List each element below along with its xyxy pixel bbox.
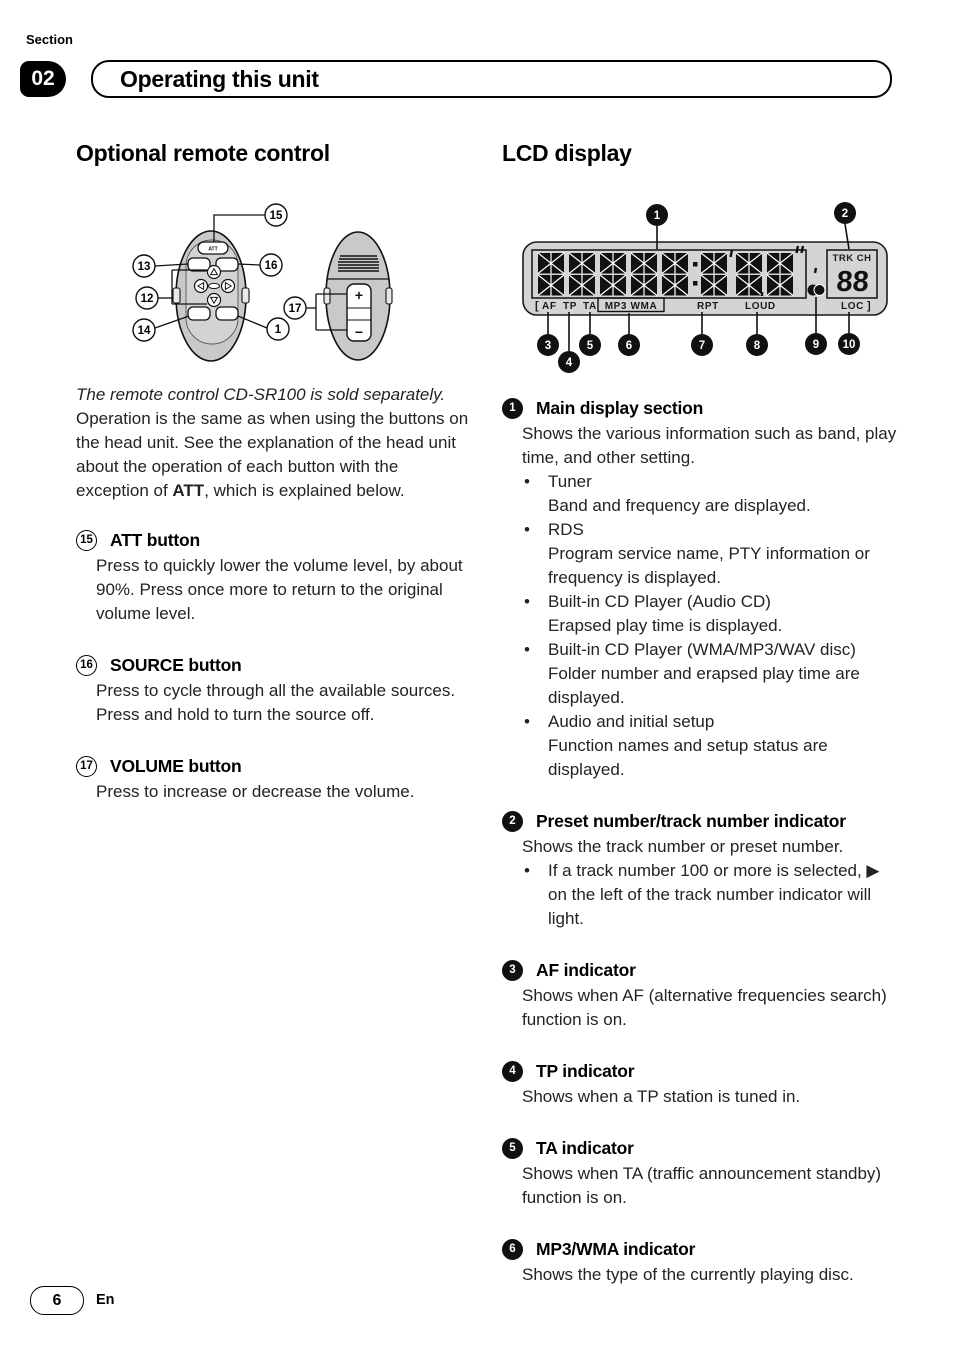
left-bracket-indicator: [: [535, 300, 539, 312]
callout-14: [133, 319, 155, 341]
tp-indicator-section: [502, 1059, 900, 1109]
preset-number-section: [502, 809, 900, 931]
item-number-15: 15: [76, 530, 97, 551]
volume-rocker: [347, 284, 371, 341]
function-button: [188, 307, 210, 320]
bullet-line: • Built-in CD Player (WMA/MP3/WAV disc): [548, 640, 856, 659]
main-display-section: [502, 396, 900, 782]
af-indicator-section: [502, 958, 900, 1032]
callout-6: [618, 334, 640, 356]
loud-indicator-label: LOUD: [745, 301, 776, 312]
bullet-line: Program service name, PTY information or frequency is displayed.: [548, 544, 870, 587]
bullet-tuner: [524, 470, 900, 518]
loc-indicator-label: LOC: [841, 301, 864, 312]
callout-17: [284, 297, 306, 319]
item-number-16: 16: [76, 655, 97, 676]
section-number-5: 5: [502, 1138, 523, 1159]
bullet-line: • If a track number 100 or more is selected, ▶ on the left of the track number indicator will light.: [548, 861, 880, 928]
preset-number-title: Preset number/track number indicator: [536, 811, 846, 831]
svg-text:6: 6: [625, 340, 633, 352]
page-title: Operating this unit: [120, 65, 319, 92]
page-title-box: [91, 60, 892, 98]
att-button: [198, 242, 228, 254]
att-button-label: ATT: [208, 246, 218, 253]
source-button-title: SOURCE button: [110, 655, 242, 675]
callout-16: [260, 254, 282, 276]
callout-3: [537, 334, 559, 356]
callout-7: [691, 334, 713, 356]
main-display-box: [532, 246, 816, 298]
remote-side-view: [324, 232, 392, 360]
mp3-wma-indicator-label: MP3 WMA: [604, 301, 658, 312]
svg-text:13: 13: [137, 261, 151, 273]
tp-indicator-label: TP: [563, 301, 577, 312]
lcd-display-diagram: [505, 190, 945, 390]
svg-text:9: 9: [812, 339, 820, 351]
page-number-pill: [30, 1286, 84, 1315]
section-label: Section: [26, 32, 73, 47]
svg-text:15: 15: [269, 210, 283, 222]
svg-text:5: 5: [586, 340, 594, 352]
right-column-heading: LCD display: [502, 140, 632, 166]
svg-text:16: 16: [264, 260, 278, 272]
mp3-wma-indicator-desc: Shows the type of the currently playing disc.: [522, 1265, 854, 1284]
preset-number-intro: Shows the track number or preset number.: [522, 837, 844, 856]
bullet-line: Band and frequency are displayed.: [548, 496, 811, 515]
callout-15: [265, 204, 287, 226]
right-bracket-indicator: ]: [867, 300, 871, 312]
bullet-rds: [524, 518, 900, 590]
ta-indicator-label: TA: [583, 301, 597, 312]
source-button-item: [76, 653, 472, 727]
page-number: 6: [52, 1291, 62, 1309]
att-button-desc: Press to quickly lower the volume level, by about 90%. Press once more to return to the original volume level.: [96, 556, 463, 623]
section-number-6: 6: [502, 1239, 523, 1260]
bullet-line: • Audio and initial setup: [548, 712, 715, 731]
svg-text:17: 17: [288, 303, 302, 315]
bullet-wma-mp3-wav: [524, 638, 900, 710]
bullet-audio-cd: [524, 590, 900, 638]
trk-ch-label: TRK CH: [832, 253, 872, 264]
svg-text:1: 1: [274, 324, 282, 336]
remote-intro-paragraph: [76, 383, 472, 503]
remote-control-diagram: [128, 192, 468, 382]
intro-body-2: , which is explained below.: [204, 481, 405, 500]
svg-text:3: 3: [544, 340, 552, 352]
language-label: En: [96, 1292, 115, 1308]
main-display-title: Main display section: [536, 398, 704, 418]
right-column-text: [502, 396, 900, 1314]
bullet-line: • RDS: [548, 520, 584, 539]
bullet-line: • Tuner: [548, 472, 592, 491]
section-number: 02: [31, 67, 55, 90]
volume-button-desc: Press to increase or decrease the volume.: [96, 782, 415, 801]
svg-text:14: 14: [137, 325, 151, 337]
tp-indicator-title: TP indicator: [536, 1061, 635, 1081]
callout-2: [834, 202, 856, 224]
remote-front-view: [173, 231, 249, 361]
callout-13: [133, 255, 155, 277]
svg-text:1: 1: [653, 210, 661, 222]
att-button-title: ATT button: [110, 530, 200, 550]
intro-italic-sentence: The remote control CD-SR100 is sold separately.: [76, 385, 446, 404]
bullet-line: Folder number and erapsed play time are displayed.: [548, 664, 860, 707]
callout-9: [805, 333, 827, 355]
section-number-1: 1: [502, 398, 523, 419]
callout-5: [579, 334, 601, 356]
ta-indicator-section: [502, 1136, 900, 1210]
tp-indicator-desc: Shows when a TP station is tuned in.: [522, 1087, 801, 1106]
section-number-2: 2: [502, 811, 523, 832]
left-column-heading: Optional remote control: [76, 140, 330, 166]
mp3-wma-indicator-title: MP3/WMA indicator: [536, 1239, 696, 1259]
volume-button-title: VOLUME button: [110, 756, 242, 776]
intro-att-bold: ATT: [172, 481, 205, 500]
side-button-right: [242, 288, 249, 303]
audio-button: [216, 307, 238, 320]
volume-minus-label: −: [354, 324, 364, 340]
bullet-line: • Built-in CD Player (Audio CD): [548, 592, 771, 611]
att-button-item: [76, 528, 472, 626]
callout-1: [646, 204, 668, 226]
svg-text:2: 2: [841, 208, 849, 220]
volume-button-item: [76, 754, 472, 804]
bullet-line: Erapsed play time is displayed.: [548, 616, 783, 635]
stereo-icon: [808, 285, 826, 296]
mp3-wma-indicator-section: [502, 1237, 900, 1287]
preset-digits: 88: [835, 266, 870, 298]
volume-plus-label: +: [354, 287, 364, 303]
ta-indicator-title: TA indicator: [536, 1138, 634, 1158]
side-button-left: [173, 288, 180, 303]
callout-4: [558, 351, 580, 373]
callout-8: [746, 334, 768, 356]
source-button-desc: Press to cycle through all the available sources. Press and hold to turn the source off.: [96, 681, 456, 724]
svg-text:12: 12: [140, 293, 154, 305]
bullet-line: Function names and setup status are displayed.: [548, 736, 828, 779]
item-number-17: 17: [76, 756, 97, 777]
bullet-track-100: [524, 859, 900, 931]
intro-body-1: Operation is the same as when using the buttons on the head unit. See the explanation of the head unit about the operation of each button with the exception of: [76, 409, 469, 500]
rpt-indicator-label: RPT: [697, 301, 719, 312]
svg-text:8: 8: [753, 340, 761, 352]
svg-text:10: 10: [842, 339, 856, 351]
ta-indicator-desc: Shows when TA (traffic announcement standby) function is on.: [522, 1164, 882, 1207]
section-number-badge: [20, 61, 66, 97]
af-indicator-label: AF: [542, 301, 557, 312]
section-number-4: 4: [502, 1061, 523, 1082]
main-display-intro: Shows the various information such as band, play time, and other setting.: [522, 424, 897, 467]
bullet-audio-setup: [524, 710, 900, 782]
af-indicator-desc: Shows when AF (alternative frequencies search) function is on.: [522, 986, 887, 1029]
section-number-3: 3: [502, 960, 523, 981]
svg-text:7: 7: [698, 340, 706, 352]
left-column-text: [76, 383, 472, 831]
af-indicator-title: AF indicator: [536, 960, 636, 980]
callout-10: [838, 333, 860, 355]
callout-1: [267, 318, 289, 340]
band-button: [188, 258, 210, 271]
callout-12: [136, 287, 158, 309]
svg-text:4: 4: [565, 357, 573, 369]
